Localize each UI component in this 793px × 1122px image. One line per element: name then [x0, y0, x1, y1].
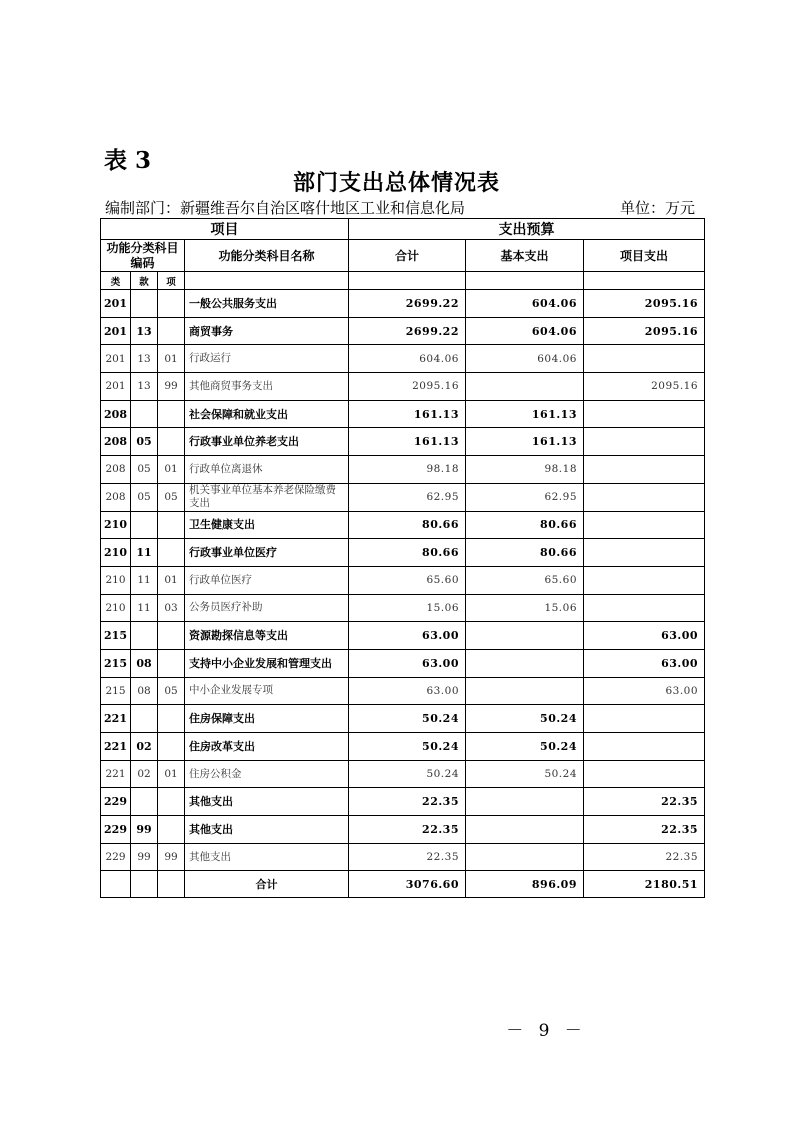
cell-name: 机关事业单位基本养老保险缴费支出 [185, 483, 349, 511]
table-row [101, 483, 705, 511]
cell-lei: 221 [101, 733, 131, 761]
cell-project [584, 400, 705, 428]
budget-header: 支出预算 [349, 219, 705, 240]
cell-kuan [131, 511, 158, 539]
cell-name: 支持中小企业发展和管理支出 [185, 649, 349, 677]
cell-total: 62.95 [349, 483, 466, 511]
cell-project [584, 456, 705, 484]
cell-project: 22.35 [584, 788, 705, 816]
table-row [101, 816, 705, 844]
table-row [101, 705, 705, 733]
cell-basic [466, 816, 584, 844]
cell-lei: 229 [101, 788, 131, 816]
table-row [101, 456, 705, 484]
cell-basic: 161.13 [466, 400, 584, 428]
cell-basic: 604.06 [466, 290, 584, 318]
cell-kuan: 05 [131, 483, 158, 511]
cell-project: 2095.16 [584, 290, 705, 318]
cell-project [584, 345, 705, 373]
cell-kuan: 02 [131, 733, 158, 761]
page-title: 部门支出总体情况表 [292, 170, 500, 196]
cell-basic: 50.24 [466, 733, 584, 761]
cell-lei: 201 [101, 373, 131, 401]
cell-name: 其他商贸事务支出 [185, 373, 349, 401]
cell-total: 63.00 [349, 677, 466, 705]
totals-basic: 896.09 [466, 871, 584, 898]
table-row [101, 428, 705, 456]
cell-xiang [158, 816, 185, 844]
cell-total: 50.24 [349, 733, 466, 761]
cell-kuan [131, 290, 158, 318]
cell-lei: 221 [101, 760, 131, 788]
cell-project [584, 760, 705, 788]
cell-xiang: 01 [158, 760, 185, 788]
cell-kuan: 05 [131, 456, 158, 484]
cell-basic: 80.66 [466, 539, 584, 567]
cell-xiang [158, 788, 185, 816]
cell-lei: 221 [101, 705, 131, 733]
cell-lei: 210 [101, 566, 131, 594]
cell-project: 63.00 [584, 649, 705, 677]
cell-xiang [158, 705, 185, 733]
cell-kuan: 02 [131, 760, 158, 788]
cell-name: 行政运行 [185, 345, 349, 373]
cell-xiang [158, 511, 185, 539]
table-row [101, 788, 705, 816]
table-row [101, 290, 705, 318]
cell-project: 2095.16 [584, 317, 705, 345]
unit-label: 单位：万元 [619, 199, 695, 217]
cell-project [584, 594, 705, 622]
cell-kuan [131, 622, 158, 650]
cell-total: 604.06 [349, 345, 466, 373]
project-exp-header: 项目支出 [584, 240, 705, 272]
cell-basic [466, 843, 584, 871]
cell-project: 22.35 [584, 816, 705, 844]
cell-xiang [158, 400, 185, 428]
cell-name: 中小企业发展专项 [185, 677, 349, 705]
totals-row [101, 871, 705, 898]
cell-lei: 210 [101, 539, 131, 567]
cell-basic: 604.06 [466, 317, 584, 345]
cell-lei: 210 [101, 594, 131, 622]
cell-kuan [131, 400, 158, 428]
cell-basic [466, 649, 584, 677]
cell-lei: 208 [101, 483, 131, 511]
cell-lei: 229 [101, 816, 131, 844]
project-header: 项目 [101, 219, 349, 240]
cell-lei: 208 [101, 400, 131, 428]
name-header: 功能分类科目名称 [185, 240, 349, 272]
table-row [101, 400, 705, 428]
table-row [101, 622, 705, 650]
page-number: － 9 － [506, 1021, 587, 1041]
cell-name: 行政事业单位医疗 [185, 539, 349, 567]
cell-total: 80.66 [349, 539, 466, 567]
cell-total: 65.60 [349, 566, 466, 594]
header-row-3 [101, 272, 705, 290]
cell-total: 80.66 [349, 511, 466, 539]
cell-xiang: 01 [158, 566, 185, 594]
table-row [101, 649, 705, 677]
cell-project: 22.35 [584, 843, 705, 871]
table-row [101, 373, 705, 401]
cell-basic [466, 622, 584, 650]
cell-project [584, 566, 705, 594]
cell-kuan: 08 [131, 677, 158, 705]
cell-lei: 201 [101, 317, 131, 345]
cell-name: 社会保障和就业支出 [185, 400, 349, 428]
total-header: 合计 [349, 240, 466, 272]
cell-xiang [158, 317, 185, 345]
cell-project [584, 428, 705, 456]
cell-total: 2699.22 [349, 317, 466, 345]
cell-lei: 201 [101, 290, 131, 318]
cell-xiang [158, 622, 185, 650]
cell-total: 98.18 [349, 456, 466, 484]
cell-name: 行政事业单位养老支出 [185, 428, 349, 456]
cell-total: 50.24 [349, 760, 466, 788]
cell-basic: 98.18 [466, 456, 584, 484]
cell-total: 50.24 [349, 705, 466, 733]
cell-total: 63.00 [349, 649, 466, 677]
cell-project [584, 705, 705, 733]
cell-name: 资源勘探信息等支出 [185, 622, 349, 650]
cell-project: 63.00 [584, 677, 705, 705]
cell-xiang [158, 733, 185, 761]
cell-name: 住房改革支出 [185, 733, 349, 761]
cell-lei: 215 [101, 677, 131, 705]
cell-name: 卫生健康支出 [185, 511, 349, 539]
table-row [101, 511, 705, 539]
cell-lei: 208 [101, 456, 131, 484]
table-row [101, 566, 705, 594]
cell-basic: 65.60 [466, 566, 584, 594]
cell-project [584, 539, 705, 567]
cell-project [584, 483, 705, 511]
table-row [101, 539, 705, 567]
expenditure-table [100, 218, 705, 898]
cell-kuan: 13 [131, 317, 158, 345]
table-row [101, 760, 705, 788]
cell-xiang [158, 428, 185, 456]
cell-kuan: 11 [131, 566, 158, 594]
cell-project [584, 511, 705, 539]
cell-lei: 215 [101, 649, 131, 677]
cell-total: 2699.22 [349, 290, 466, 318]
table-row [101, 317, 705, 345]
cell-xiang [158, 290, 185, 318]
cell-lei: 229 [101, 843, 131, 871]
cell-total: 161.13 [349, 428, 466, 456]
cell-kuan: 99 [131, 816, 158, 844]
totals-project: 2180.51 [584, 871, 705, 898]
cell-total: 161.13 [349, 400, 466, 428]
cell-kuan [131, 788, 158, 816]
cell-kuan: 99 [131, 843, 158, 871]
cell-basic: 80.66 [466, 511, 584, 539]
cell-project: 2095.16 [584, 373, 705, 401]
table-body [101, 290, 705, 871]
cell-basic [466, 788, 584, 816]
table-row [101, 677, 705, 705]
cell-basic [466, 677, 584, 705]
cell-basic: 50.24 [466, 760, 584, 788]
cell-name: 商贸事务 [185, 317, 349, 345]
cell-total: 2095.16 [349, 373, 466, 401]
cell-kuan [131, 705, 158, 733]
cell-name: 住房保障支出 [185, 705, 349, 733]
cell-name: 其他支出 [185, 843, 349, 871]
cell-name: 公务员医疗补助 [185, 594, 349, 622]
cell-name: 住房公积金 [185, 760, 349, 788]
cell-kuan: 05 [131, 428, 158, 456]
cell-basic: 15.06 [466, 594, 584, 622]
cell-xiang: 99 [158, 373, 185, 401]
cell-name: 其他支出 [185, 788, 349, 816]
cell-lei: 210 [101, 511, 131, 539]
cell-kuan: 13 [131, 345, 158, 373]
xiang-header: 项 [158, 272, 185, 290]
cell-project [584, 733, 705, 761]
cell-name: 其他支出 [185, 816, 349, 844]
cell-total: 63.00 [349, 622, 466, 650]
cell-total: 22.35 [349, 788, 466, 816]
cell-basic: 50.24 [466, 705, 584, 733]
cell-xiang: 99 [158, 843, 185, 871]
cell-kuan: 13 [131, 373, 158, 401]
cell-kuan: 11 [131, 539, 158, 567]
kuan-header: 款 [131, 272, 158, 290]
cell-xiang: 03 [158, 594, 185, 622]
header-row-2 [101, 240, 705, 272]
cell-basic: 604.06 [466, 345, 584, 373]
cell-xiang: 01 [158, 456, 185, 484]
cell-name: 行政单位离退休 [185, 456, 349, 484]
code-header: 功能分类科目编码 [101, 240, 185, 272]
totals-label: 合计 [185, 871, 349, 898]
cell-xiang: 05 [158, 677, 185, 705]
cell-lei: 208 [101, 428, 131, 456]
table-row [101, 345, 705, 373]
cell-total: 22.35 [349, 843, 466, 871]
cell-xiang: 05 [158, 483, 185, 511]
cell-basic: 62.95 [466, 483, 584, 511]
cell-total: 22.35 [349, 816, 466, 844]
cell-basic: 161.13 [466, 428, 584, 456]
cell-project: 63.00 [584, 622, 705, 650]
table-label: 表 3 [104, 147, 152, 174]
cell-kuan: 11 [131, 594, 158, 622]
cell-xiang: 01 [158, 345, 185, 373]
cell-name: 行政单位医疗 [185, 566, 349, 594]
department-label: 编制部门：新疆维吾尔自治区喀什地区工业和信息化局 [105, 199, 466, 217]
cell-lei: 201 [101, 345, 131, 373]
header-row-1 [101, 219, 705, 240]
cell-xiang [158, 649, 185, 677]
cell-name: 一般公共服务支出 [185, 290, 349, 318]
cell-lei: 215 [101, 622, 131, 650]
basic-header: 基本支出 [466, 240, 584, 272]
totals-total: 3076.60 [349, 871, 466, 898]
cell-basic [466, 373, 584, 401]
table-row [101, 843, 705, 871]
cell-kuan: 08 [131, 649, 158, 677]
cell-xiang [158, 539, 185, 567]
table-row [101, 594, 705, 622]
cell-total: 15.06 [349, 594, 466, 622]
table-row [101, 733, 705, 761]
lei-header: 类 [101, 272, 131, 290]
